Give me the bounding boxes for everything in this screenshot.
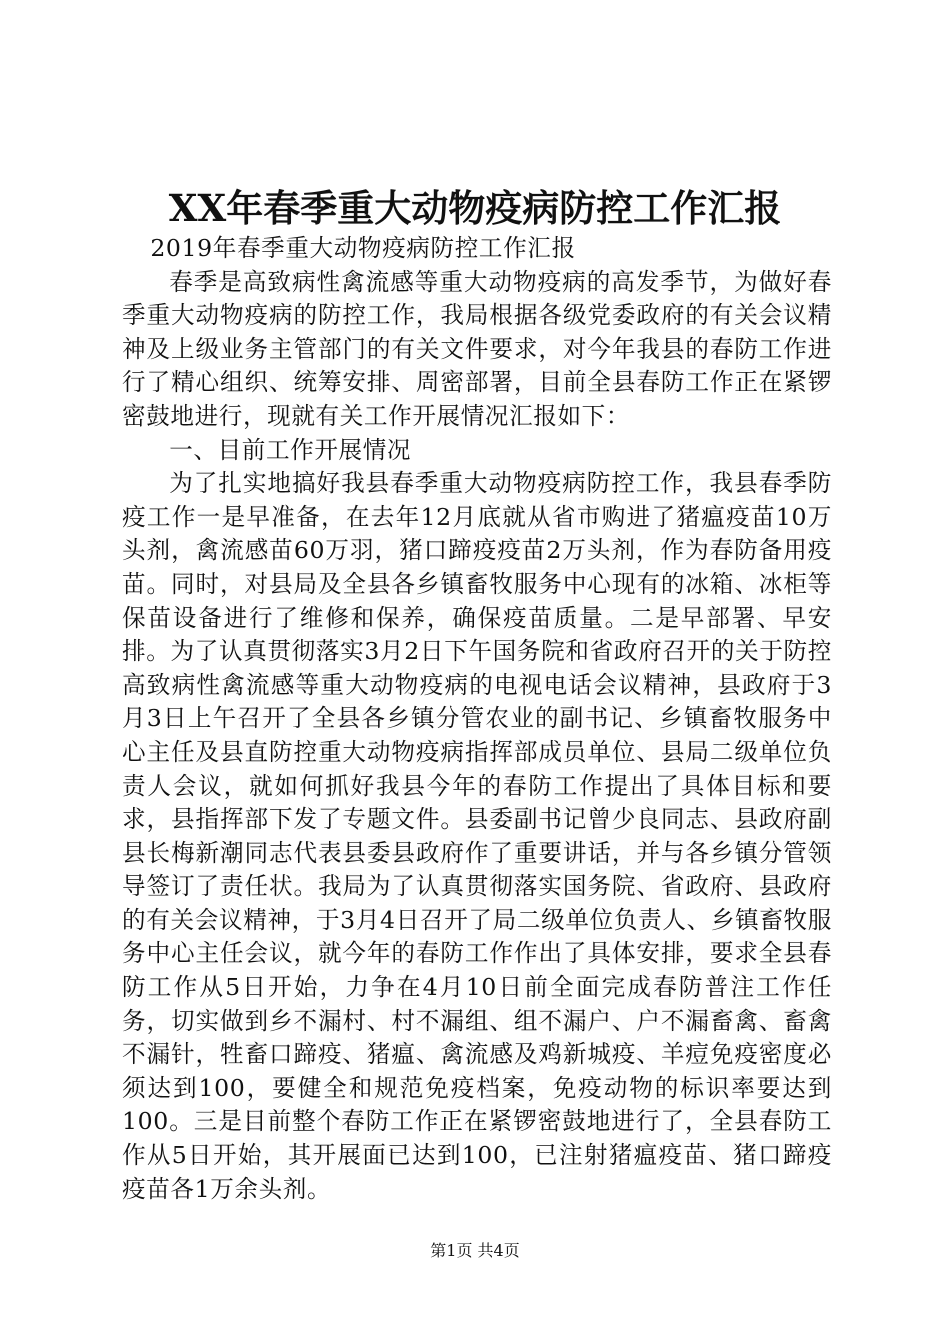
paragraph-intro: 春季是高致病性禽流感等重大动物疫病的高发季节，为做好春季重大动物疫病的防控工作，我局根据各级党委政府的有关会议精神及上级业务主管部门的有关文件要求，对今年我县的春防工作进行了精心组织、统筹安排、周密部署，目前全县春防工作正在紧锣密鼓地进行，现就有关工作开展情况汇报如下： (122, 267, 832, 430)
section-heading: 一、目前工作开展情况 (169, 435, 412, 464)
document-body (122, 232, 832, 1206)
document-subtitle: 2019年春季重大动物疫病防控工作汇报 (150, 234, 576, 262)
page-footer: 第1页 共4页 (430, 1241, 520, 1260)
document-title: XX年春季重大动物疫病防控工作汇报 (168, 186, 782, 230)
paragraph-details: 为了扎实地搞好我县春季重大动物疫病防控工作，我县春季防疫工作一是早准备，在去年12月底就从省市购进了猪瘟疫苗10万头剂，禽流感苗60万羽，猪口蹄疫疫苗2万头剂，作为春防备用疫苗。同时，对县局及全县各乡镇畜牧服务中心现有的冰箱、冰柜等保苗设备进行了维修和保养，确保疫苗质量。二是早部署、早安排。为了认真贯彻落实3月2日下午国务院和省政府召开的关于防控高致病性禽流感等重大动物疫病的电视电话会议精神，县政府于3月3日上午召开了全县各乡镇分管农业的副书记、乡镇畜牧服务中心主任及县直防控重大动物疫病指挥部成员单位、县局二级单位负责人会议，就如何抓好我县今年的春防工作提出了具体目标和要求，县指挥部下发了专题文件。县委副书记曾少良同志、县政府副县长梅新潮同志代表县委县政府作了重要讲话，并与各乡镇分管领导签订了责任状。我局为了认真贯彻落实国务院、省政府、县政府的有关会议精神，于3月4日召开了局二级单位负责人、乡镇畜牧服务中心主任会议，就今年的春防工作作出了具体安排，要求全县春防工作从5日开始，力争在4月10日前全面完成春防普注工作任务，切实做到乡不漏村、村不漏组、组不漏户、户不漏畜禽、畜禽不漏针，牲畜口蹄疫、猪瘟、禽流感及鸡新城疫、羊痘免疫密度必须达到100，要健全和规范免疫档案，免疫动物的标识率要达到100。三是目前整个春防工作正在紧锣密鼓地进行了，全县春防工作从5日开始，其开展面已达到100，已注射猪瘟疫苗、猪口蹄疫疫苗各1万余头剂。 (122, 469, 832, 1203)
